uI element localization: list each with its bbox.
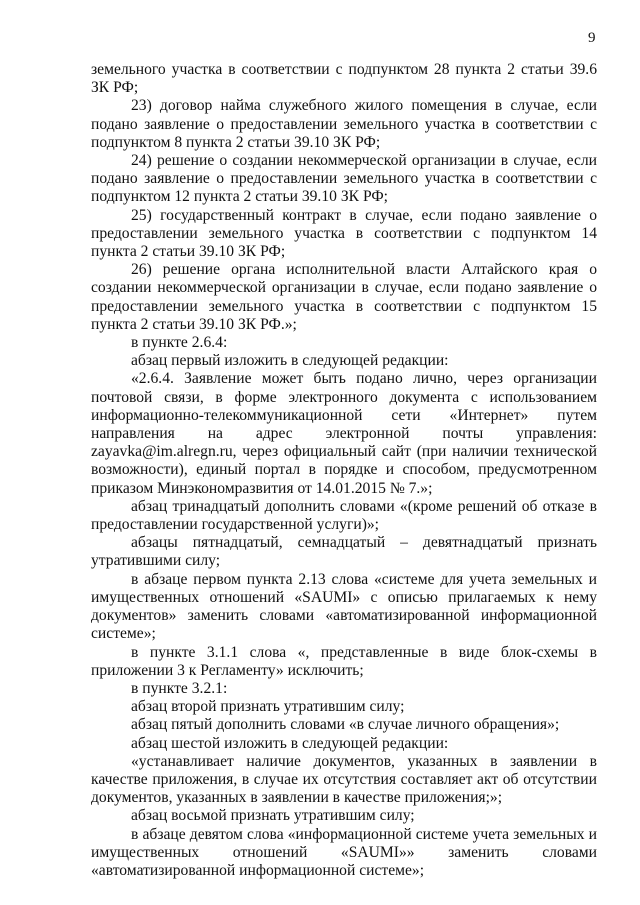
paragraph: «2.6.4. Заявление может быть подано лично, через организации почтовой связи, в форме электронного документа с использованием информационно-телекоммуникационной сети «Интернет» путем направления на адрес электронной почты управления: zayavka@im.alregn.ru, через официальный сайт (при наличии технической возможности), единый портал в порядке и способом, предусмотренном приказом Минэкономразвития от 14.01.2015 № 7.»; bbox=[91, 370, 597, 497]
paragraph: абзац пятый дополнить словами «в случае личного обращения»; bbox=[131, 716, 560, 734]
paragraph: абзац второй признать утратившим силу; bbox=[131, 698, 405, 716]
document-body bbox=[91, 61, 597, 880]
paragraph: абзац восьмой признать утратившим силу; bbox=[131, 807, 415, 825]
paragraph: в пункте 3.1.1 слова «, представленные в виде блок-схемы в приложении 3 к Регламенту» исключить; bbox=[91, 643, 597, 679]
paragraph: в пункте 3.2.1: bbox=[131, 679, 228, 697]
paragraph: абзац шестой изложить в следующей редакции: bbox=[131, 734, 449, 752]
paragraph: 23) договор найма служебного жилого помещения в случае, если подано заявление о предоставлении земельного участка в соответствии с подпунктом 8 пункта 2 статьи 39.10 ЗК РФ; bbox=[91, 97, 597, 151]
paragraph: «устанавливает наличие документов, указанных в заявлении в качестве приложения, в случае их отсутствия составляет акт об отсутствии документов, указанных в заявлении в качестве приложения;»; bbox=[91, 752, 597, 807]
paragraph: абзац первый изложить в следующей редакции: bbox=[131, 352, 449, 370]
paragraph: в абзаце девятом слова «информационной системе учета земельных и имущественных отношений «SAUMI»» заменить словами «автоматизированной информационной системе»; bbox=[91, 825, 597, 879]
page-number: 9 bbox=[588, 30, 596, 46]
paragraph: 25) государственный контракт в случае, если подано заявление о предоставлении земельного участка в соответствии с подпунктом 14 пункта 2 статьи 39.10 ЗК РФ; bbox=[91, 206, 597, 261]
paragraph: 26) решение органа исполнительной власти Алтайского края о создании некоммерческой организации в случае, если подано заявление о предоставлении земельного участка в соответствии с подпунктом 15 пункта 2 статьи 39.10 ЗК РФ.»; bbox=[91, 261, 597, 333]
paragraph: абзац тринадцатый дополнить словами «(кроме решений об отказе в предоставлении государственной услуги)»; bbox=[91, 497, 597, 534]
paragraph: 24) решение о создании некоммерческой организации в случае, если подано заявление о предоставлении земельного участка в соответствии с подпунктом 12 пункта 2 статьи 39.10 ЗК РФ; bbox=[91, 152, 597, 206]
paragraph: абзацы пятнадцатый, семнадцатый – девятнадцатый признать утратившими силу; bbox=[91, 534, 597, 570]
paragraph: в абзаце первом пункта 2.13 слова «системе для учета земельных и имущественных отношений «SAUMI» с описью прилагаемых к нему документов» заменить словами «автоматизированной информационной системе»; bbox=[91, 570, 597, 643]
paragraph: земельного участка в соответствии с подпунктом 28 пункта 2 статьи 39.6 ЗК РФ; bbox=[91, 61, 597, 97]
paragraph: в пункте 2.6.4: bbox=[131, 334, 228, 352]
